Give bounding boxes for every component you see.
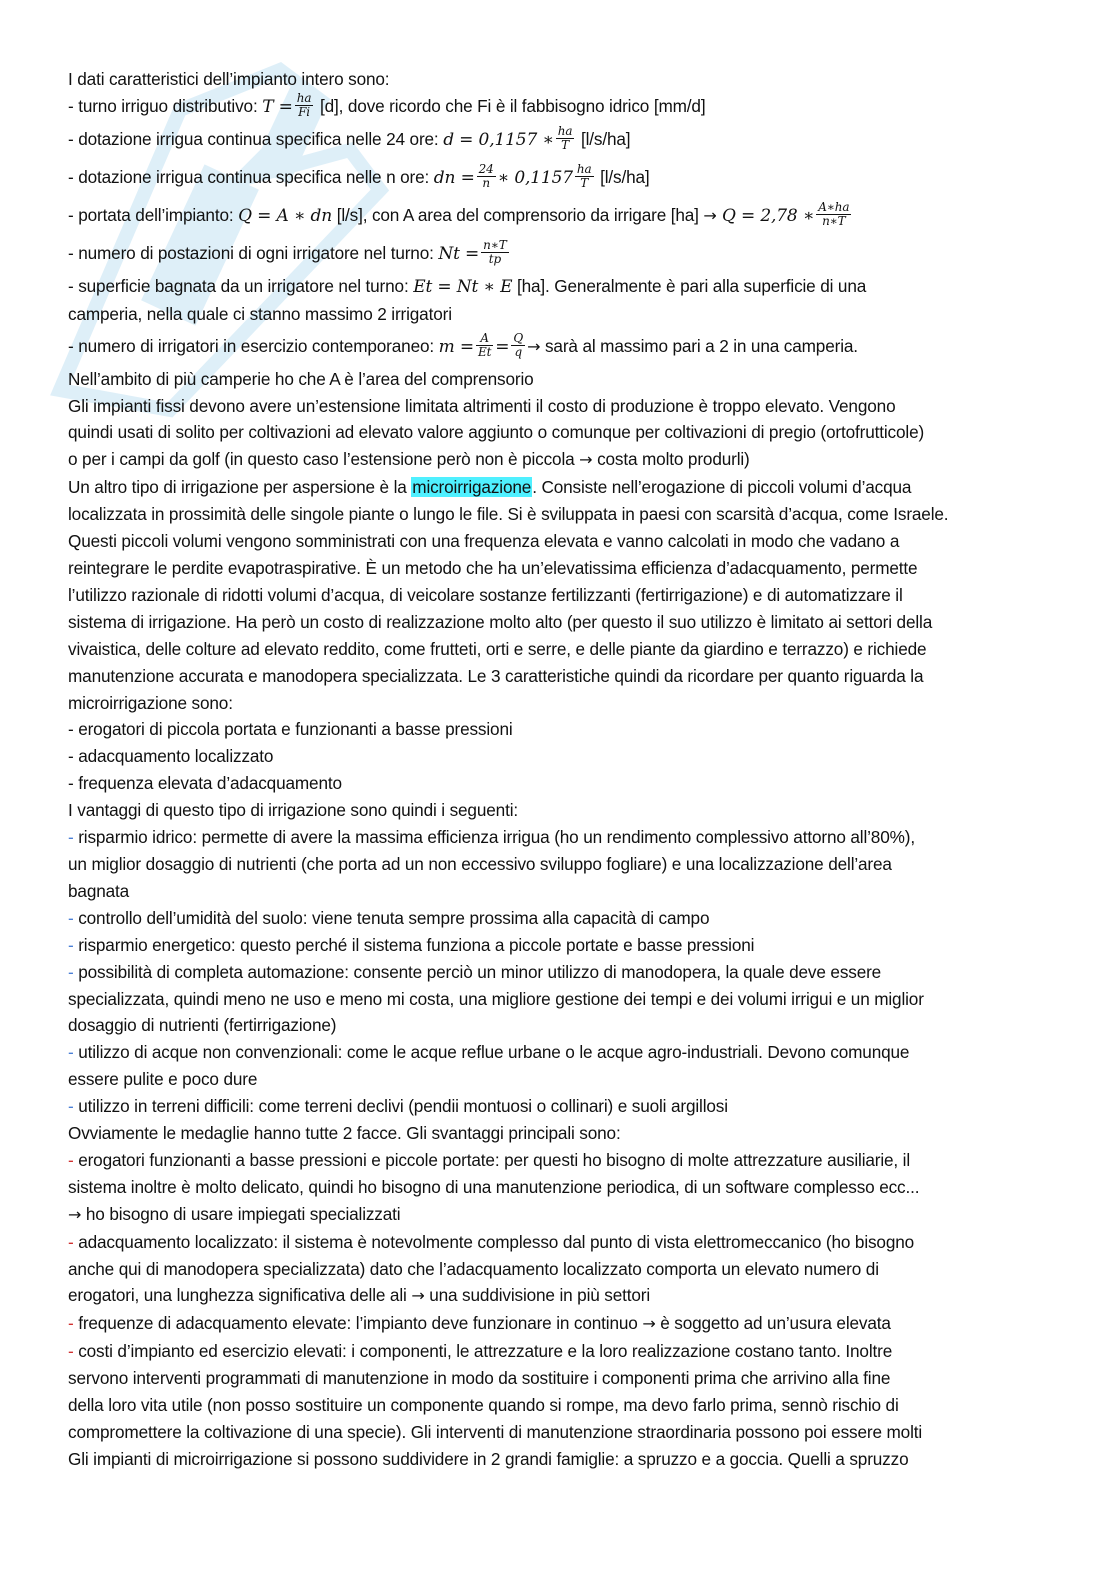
paragraph-line: Gli impianti fissi devono avere un’estensione limitata altrimenti il costo di produzione è troppo elevato. Vengono [68, 395, 896, 416]
arrow-right-icon: → [579, 450, 593, 470]
formula-rest: sarà al massimo pari a 2 in una camperia. [540, 335, 858, 356]
formula-lhs: m = [438, 336, 474, 357]
fraction [481, 239, 508, 266]
text-segment: una suddivisione in più settori [424, 1285, 651, 1306]
fraction [476, 332, 493, 359]
advantage-item [68, 959, 1048, 986]
paragraph-line: manutenzione accurata e manodopera specializzata. Le 3 caratteristiche quindi da ricordare per quanto riguarda la [68, 665, 924, 686]
paragraph-line: l’utilizzo razionale di ridotti volumi d’acqua, di veicolare sostanze fertilizzanti (fertirrigazione) e di automatizzare il [68, 584, 903, 605]
list-item: - adacquamento localizzato [68, 746, 274, 767]
formula-dotazione-24 [68, 121, 1048, 159]
text-segment: è soggetto ad un’usura elevata [655, 1313, 891, 1334]
fraction [816, 201, 851, 228]
formula-turno [68, 90, 1048, 121]
list-dash: - [68, 1231, 74, 1252]
arrow-right-icon: → [703, 205, 717, 225]
disadvantage-item [68, 1147, 1048, 1174]
disadvantage-cont: della loro vita utile (non posso sostituire un componente quando si rompe, ma devo farlo prima, sennò rischio di [68, 1395, 899, 1416]
text-segment: erogatori funzionanti a basse pressioni e piccole portate: per questi ho bisogno di molte attrezzature ausiliarie, il [73, 1149, 911, 1170]
paragraph-line: sistema di irrigazione. Ha però un costo di realizzazione molto alto (per questo il suo utilizzo è limitato ai settori della [68, 611, 933, 632]
formula-rhs: Q = 2,78 ∗ [716, 205, 815, 226]
list-dash: - [68, 1042, 74, 1063]
text-segment: risparmio energetico: questo perché il sistema funziona a piccole portate e basse pressioni [73, 934, 755, 955]
disadvantage-cont [68, 1201, 1048, 1229]
formula-lhs: Q = A ∗ dn [238, 205, 333, 226]
disadvantage-cont [68, 1282, 1048, 1310]
paragraph-line: Ovviamente le medaglie hanno tutte 2 facce. Gli svantaggi principali sono: [68, 1123, 621, 1144]
fraction-numerator: A∗ha [818, 199, 850, 214]
text-segment: risparmio idrico: permette di avere la massima efficienza irrigua (ho un rendimento complessivo attorno all’80%), [73, 827, 915, 848]
paragraph-line: quindi usati di solito per coltivazioni ad elevato valore aggiunto o comunque per coltivazioni di pregio (ortofrutticole) [68, 422, 925, 443]
list-dash: - [68, 907, 74, 928]
advantage-item [68, 905, 1048, 932]
list-dash: - [68, 1096, 74, 1117]
advantage-cont: bagnata [68, 880, 130, 901]
disadvantage-cont: servono interventi programmati di manutenzione in modo da sostituire i componenti prima che arrivino alla fine [68, 1368, 891, 1389]
text-segment: . Consiste nell’erogazione di piccoli volumi d’acqua [532, 477, 912, 498]
text-segment: possibilità di completa automazione: consente perciò un minor utilizzo di manodopera, la quale deve essere [73, 961, 882, 982]
disadvantage-cont: compromettere la coltivazione di una specie). Gli interventi di manutenzione straordinaria possono poi essere molti [68, 1422, 923, 1443]
fraction [477, 163, 496, 190]
formula-equals: = [495, 336, 510, 357]
formula-lhs: T = [262, 96, 293, 117]
text-segment: ho bisogno di usare impiegati specializzati [81, 1203, 401, 1224]
disadvantage-cont: sistema inoltre è molto delicato, quindi ho bisogno di una manutenzione periodica, di un software complesso ecc... [68, 1176, 920, 1197]
document-body [68, 66, 1048, 1473]
formula-lhs: dn = [433, 167, 475, 188]
paragraph-line: I vantaggi di questo tipo di irrigazione sono quindi i seguenti: [68, 800, 518, 821]
formula-lhs: d = 0,1157 ∗ [443, 129, 554, 150]
paragraph-line [68, 474, 1048, 501]
advantage-item [68, 1093, 1048, 1120]
formula-rest: [l/s/ha] [595, 166, 650, 187]
paragraph-line: vivaistica, delle colture ad elevato reddito, come frutteti, orti e serre, e delle piante da giardino e terrazzo) e richiede [68, 638, 927, 659]
list-dash: - [68, 1341, 74, 1362]
formula-label: - portata dell’impianto: [68, 204, 239, 225]
text-segment: costi d’impianto ed esercizio elevati: i componenti, le attrezzature e la loro realizzazione costano tanto. Inoltre [73, 1341, 893, 1362]
list-dash: - [68, 1313, 74, 1334]
list-dash: - [68, 1149, 74, 1170]
formula-rest: [d], dove ricordo che Fi è il fabbisogno idrico [mm/d] [315, 95, 706, 116]
formula-dotazione-n [68, 159, 1048, 197]
fraction-numerator: ha [576, 161, 592, 176]
fraction [295, 92, 314, 119]
formula-lhs: Nt = [438, 243, 480, 264]
advantage-cont: dosaggio di nutrienti (fertirrigazione) [68, 1015, 337, 1036]
paragraph-line: reintegrare le perdite evapotraspirative. È un metodo che ha un’elevatissima efficienza d’adacquamento, permette [68, 558, 918, 579]
list-item: - frequenza elevata d’adacquamento [68, 773, 342, 794]
formula-postazioni [68, 235, 1048, 273]
arrow-right-icon: → [527, 336, 541, 356]
text-segment: adacquamento localizzato: il sistema è notevolmente complesso dal punto di vista elettromeccanico (ho bisogno [73, 1231, 915, 1252]
disadvantage-cont: anche qui di manodopera specializzata) dato che l’adacquamento localizzato comporta un elevato numero di [68, 1258, 879, 1279]
fraction-numerator: Q [513, 330, 524, 345]
formula-irrigatori [68, 328, 1048, 366]
text-segment: erogatori, una lunghezza significativa delle ali [68, 1285, 412, 1306]
formula-label: - superficie bagnata da un irrigatore nel turno: [68, 275, 414, 296]
fraction-denominator: q [514, 344, 523, 359]
advantage-item [68, 824, 1048, 851]
fraction-numerator: n∗T [483, 237, 507, 252]
list-dash: - [68, 961, 74, 982]
formula-rest: [ha]. Generalmente è pari alla superficie di una [512, 275, 867, 296]
text-segment: Un altro tipo di irrigazione per aspersione è la [68, 477, 412, 498]
intro-line: I dati caratteristici dell’impianto intero sono: [68, 69, 390, 89]
fraction-numerator: 24 [478, 161, 494, 176]
fraction-denominator: n [482, 175, 490, 190]
text-segment: controllo dell’umidità del suolo: viene tenuta sempre prossima alla capacità di campo [73, 907, 710, 928]
arrow-right-icon: → [68, 1204, 82, 1224]
paragraph-line: microirrigazione sono: [68, 692, 233, 713]
text-segment: o per i campi da golf (in questo caso l’estensione però non è piccola [68, 449, 580, 470]
arrow-right-icon: → [642, 1314, 656, 1334]
formula-portata [68, 197, 1048, 235]
fraction-denominator: tp [488, 251, 501, 266]
fraction-denominator: T [561, 137, 569, 152]
fraction-denominator: n∗T [822, 213, 846, 228]
fraction-numerator: A [476, 332, 493, 346]
formula-label: - numero di irrigatori in esercizio contemporaneo: [68, 335, 439, 356]
list-dash: - [68, 934, 74, 955]
fraction-numerator: ha [557, 123, 573, 138]
advantage-cont: essere pulite e poco dure [68, 1069, 258, 1090]
formula-label: - dotazione irrigua continua specifica nelle n ore: [68, 166, 434, 187]
highlighted-term: microirrigazione [412, 477, 532, 498]
formula-superficie-cont: camperia, nella quale ci stanno massimo 2 irrigatori [68, 303, 452, 324]
paragraph-line [68, 446, 1048, 474]
formula-label: - dotazione irrigua continua specifica nelle 24 ore: [68, 128, 444, 149]
disadvantage-item [68, 1229, 1048, 1256]
fraction [511, 332, 525, 359]
formula-rest: [l/s/ha] [576, 128, 631, 149]
fraction-denominator: Et [477, 344, 492, 359]
arrow-right-icon: → [411, 1286, 425, 1306]
formula-rest: [l/s], con A area del comprensorio da irrigare [ha] [332, 204, 704, 225]
advantage-item [68, 932, 1048, 959]
fraction-numerator: ha [296, 90, 312, 105]
text-segment: frequenze di adacquamento elevate: l’impianto deve funzionare in continuo [73, 1313, 643, 1334]
disadvantage-item [68, 1338, 1048, 1365]
advantage-cont: un miglior dosaggio di nutrienti (che porta ad un non eccessivo sviluppo fogliare) e una localizzazione dell’area [68, 853, 892, 874]
formula-label: - numero di postazioni di ogni irrigatore nel turno: [68, 242, 439, 263]
formula-mid: ∗ 0,1157 [497, 167, 573, 188]
paragraph-line: localizzata in prossimità delle singole piante o lungo le file. Si è sviluppata in paesi con scarsità d’acqua, come Israele. [68, 504, 949, 525]
fraction [556, 125, 575, 152]
fraction-denominator: T [580, 175, 589, 190]
paragraph-line: Questi piccoli volumi vengono somministrati con una frequenza elevata e vanno calcolati in modo che vadano a [68, 531, 900, 552]
advantage-cont: specializzata, quindi meno ne uso e meno mi costa, una migliore gestione dei tempi e dei volumi irrigui e un miglior [68, 988, 924, 1009]
advantage-item [68, 1039, 1048, 1066]
text-segment: utilizzo in terreni difficili: come terreni declivi (pendii montuosi o collinari) e suoli argillosi [73, 1096, 728, 1117]
list-dash: - [68, 827, 74, 848]
closing-line: Gli impianti di microirrigazione si possono suddividere in 2 grandi famiglie: a spruzzo e a goccia. Quelli a spruzzo [68, 1448, 909, 1469]
formula-superficie [68, 273, 1048, 301]
fraction [575, 163, 594, 190]
list-item: - erogatori di piccola portata e funzionanti a basse pressioni [68, 719, 513, 740]
fraction-denominator: Fi [298, 104, 310, 119]
disadvantage-item [68, 1310, 1048, 1338]
formula-lhs: Et = Nt ∗ E [413, 276, 513, 297]
formula-label: - turno irriguo distributivo: [68, 95, 263, 116]
text-segment: utilizzo di acque non convenzionali: come le acque reflue urbane o le acque agro-industriali. Devono comunque [73, 1042, 910, 1063]
text-segment: costa molto produrli) [592, 449, 750, 470]
paragraph-line: Nell’ambito di più camperie ho che A è l’area del comprensorio [68, 368, 534, 389]
